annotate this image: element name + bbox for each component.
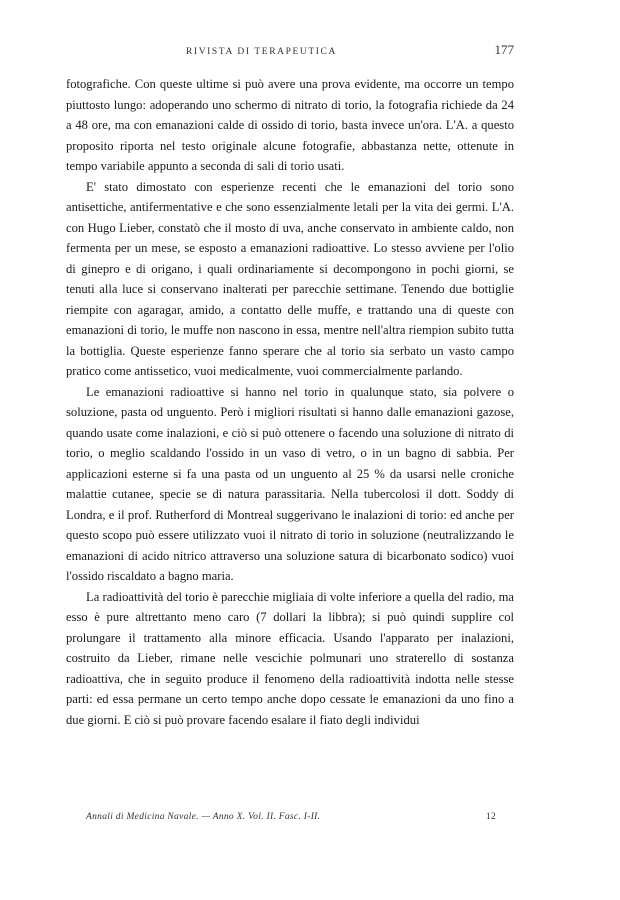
signature-mark: 12	[485, 812, 496, 822]
paragraph: Le emanazioni radioattive si hanno nel torio in qualunque stato, sia polvere o soluzione, pasta od unguento. Però i migliori risultati si hanno dalle emanazioni gazose, quando usate come inalazioni, e ciò si può ottenere o facendo una soluzione di nitrato di torio, o meglio scaldando l'ossido in un vaso di vetro, o in un bagno di sabbia. Per applicazioni esterne si fa una pasta od un unguento al 25 % da usarsi nelle croniche malattie cutanee, specie se di natura parassitaria. Nella tubercolosi il dott. Soddy di Londra, e il prof. Rutherford di Montreal suggerivano le inalazioni di torio: ed anche per questo scopo può essere utilizzato vuoi il nitrato di torio in soluzione (neutralizzando le emanazioni di acido nitrico attraverso una soluzione satura di bicarbonato sodico) vuoi l'ossido riscaldato a bagno maria.	[66, 384, 514, 583]
paragraph-continued: fotografiche. Con queste ultime si può avere una prova evidente, ma occorre un tempo piuttosto lungo: adoperando uno schermo di nitrato di torio, la fotografia richiede da 24 a 48 ore, ma con emanazioni calde di ossido di torio, basta invece un'ora. L'A. a questo proposito riporta nel testo originale alcune fotografie, abbastanza nette, ottenute in tempo variabile appunto a seconda di sali di torio usati.	[66, 77, 514, 173]
page-footer	[86, 812, 496, 822]
page-number: 177	[494, 42, 514, 57]
page-header	[66, 44, 514, 60]
paragraph: E' stato dimostato con esperienze recenti che le emanazioni del torio sono antisettiche, antifermentative e che sono essenzialmente letali per la vita dei germi. L'A. con Hugo Lieber, constatò che il mosto di uva, anche conservato in ambiente caldo, non fermenta per un mese, se esposto a emanazioni radioattive. Lo stesso avviene per l'olio di ginepro e di origano, i quali ordinariamente si decompongono in pochi giorni, se tenuti alla luce si conservano inalterati per parecchie settimane. Tenendo due bottiglie riempite con agaragar, amido, a contatto delle muffe, e trattando una di queste con emanazioni di torio, le muffe non nascono in essa, mentre nell'altra riempion subito tutta la bottiglia. Queste esperienze fanno sperare che al torio sia serbato un vasto campo pratico come antissetico, vuoi medicalmente, vuoi commercialmente parlando.	[66, 179, 514, 378]
running-title: RIVISTA DI TERAPEUTICA	[186, 47, 337, 57]
journal-citation: Annali di Medicina Navale. — Anno X. Vol. II. Fasc. I-II.	[86, 812, 321, 822]
paragraph: La radioattività del torio è parecchie migliaia di volte inferiore a quella del radio, ma esso è pure altrettanto meno caro (7 dollari la libbra); si può quindi supplire col prolungare il trattamento alla minore efficacia. Usando l'apparato per inalazioni, costruito da Lieber, rimane nelle vescichie polmunari uno straterello di sostanza radioattiva, che in seguito produce il fenomeno della radioattività indotta nelle stesse parti: ed essa permane un certo tempo anche dopo cessate le emanazioni da uno fino a due giorni. E ciò si può provare facendo esalare il fiato degli individui	[66, 589, 514, 727]
article-body	[66, 74, 514, 730]
